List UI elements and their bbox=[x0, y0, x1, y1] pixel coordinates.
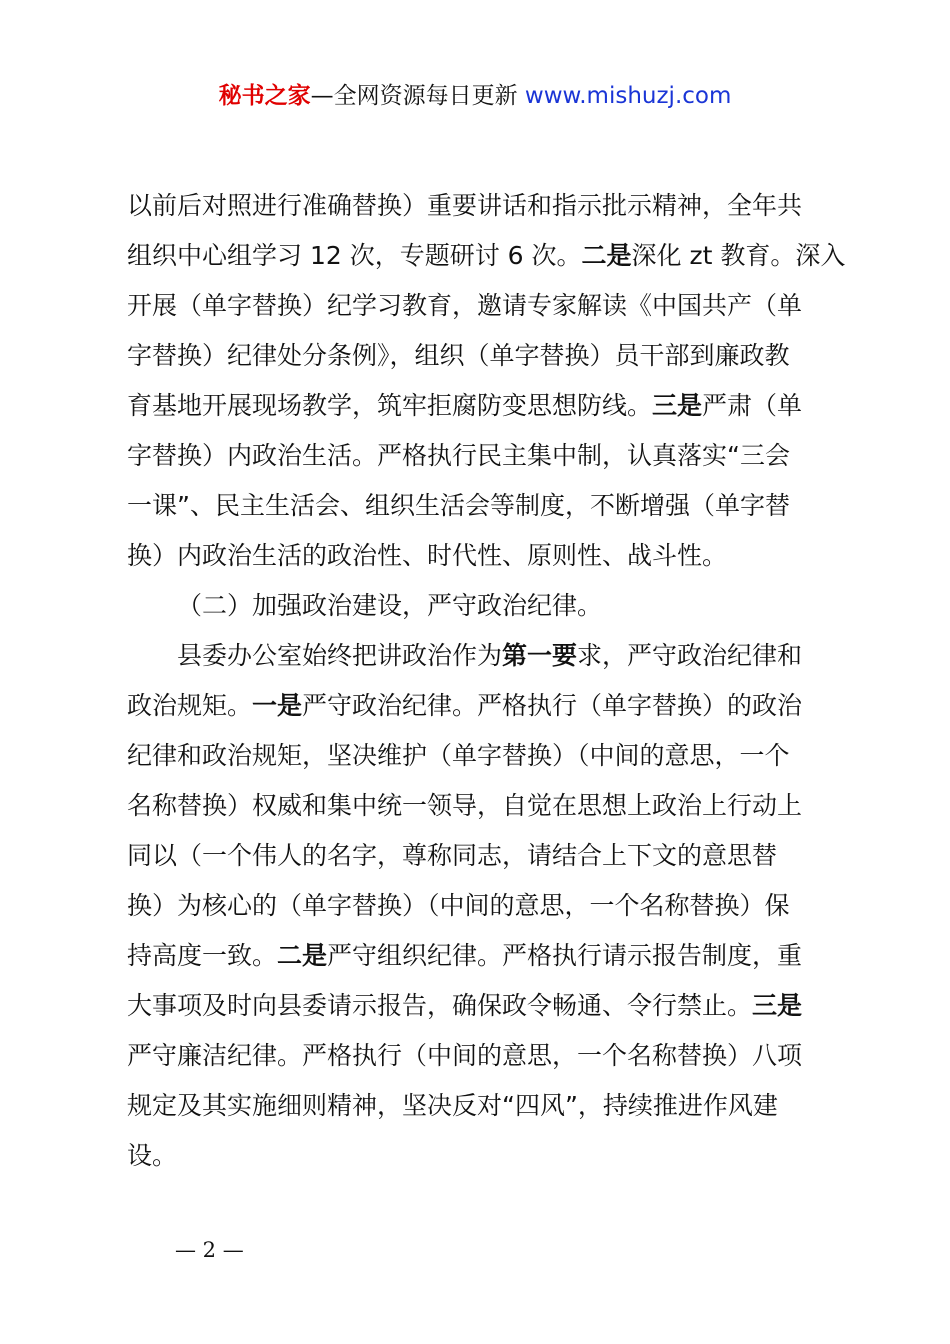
website-link[interactable]: www.mishuzj.com bbox=[524, 83, 732, 109]
text-line: 设。 bbox=[127, 1141, 178, 1170]
page-number: — 2 — bbox=[175, 1238, 244, 1262]
document-header bbox=[0, 80, 950, 112]
text-line: 换）为核心的（单字替换）（中间的意思，一个名称替换）保 bbox=[127, 891, 790, 920]
text-line: 纪律和政治规矩，坚决维护（单字替换）（中间的意思，一个 bbox=[127, 741, 790, 770]
document-body bbox=[127, 181, 846, 1181]
bold-keyword: 三是 bbox=[752, 991, 803, 1020]
bold-keyword: 三是 bbox=[652, 391, 703, 420]
text-line: 育基地开展现场教学，筑牢拒腐防变思想防线。三是严肃（单 bbox=[127, 391, 803, 420]
text-line: 同以（一个伟人的名字，尊称同志，请结合上下文的意思替 bbox=[127, 841, 778, 870]
text-line: 名称替换）权威和集中统一领导，自觉在思想上政治上行动上 bbox=[127, 791, 803, 820]
text-line: 大事项及时向县委请示报告，确保政令畅通、令行禁止。三是 bbox=[127, 991, 803, 1020]
bold-keyword: 二是 bbox=[277, 941, 328, 970]
text-line: 严守廉洁纪律。严格执行（中间的意思，一个名称替换）八项 bbox=[127, 1041, 803, 1070]
text-line: 以前后对照进行准确替换）重要讲话和指示批示精神，全年共 bbox=[127, 191, 803, 220]
section-heading: （二）加强政治建设，严守政治纪律。 bbox=[177, 591, 603, 620]
header-tagline: —全网资源每日更新 bbox=[310, 83, 525, 109]
text-line: 持高度一致。二是严守组织纪律。严格执行请示报告制度，重 bbox=[127, 941, 803, 970]
text-line: 字替换）纪律处分条例》，组织（单字替换）员干部到廉政教 bbox=[127, 341, 790, 370]
bold-keyword: 第一要 bbox=[502, 641, 578, 670]
text-line: 换）内政治生活的政治性、时代性、原则性、战斗性。 bbox=[127, 541, 728, 570]
text-line: 政治规矩。一是严守政治纪律。严格执行（单字替换）的政治 bbox=[127, 691, 803, 720]
text-line: 开展（单字替换）纪学习教育，邀请专家解读《中国共产（单 bbox=[127, 291, 803, 320]
bold-keyword: 一是 bbox=[252, 691, 303, 720]
brand-name: 秘书之家 bbox=[218, 83, 311, 109]
text-line: 组织中心组学习 12 次，专题研讨 6 次。二是深化 zt 教育。深入 bbox=[127, 241, 846, 270]
paragraph-first-line: 县委办公室始终把讲政治作为第一要求，严守政治纪律和 bbox=[177, 641, 803, 670]
text-line: 规定及其实施细则精神，坚决反对“四风”，持续推进作风建 bbox=[127, 1091, 778, 1120]
bold-keyword: 二是 bbox=[581, 241, 632, 270]
text-line: 字替换）内政治生活。严格执行民主集中制，认真落实“三会 bbox=[127, 441, 790, 470]
text-line: 一课”、民主生活会、组织生活会等制度，不断增强（单字替 bbox=[127, 491, 790, 520]
